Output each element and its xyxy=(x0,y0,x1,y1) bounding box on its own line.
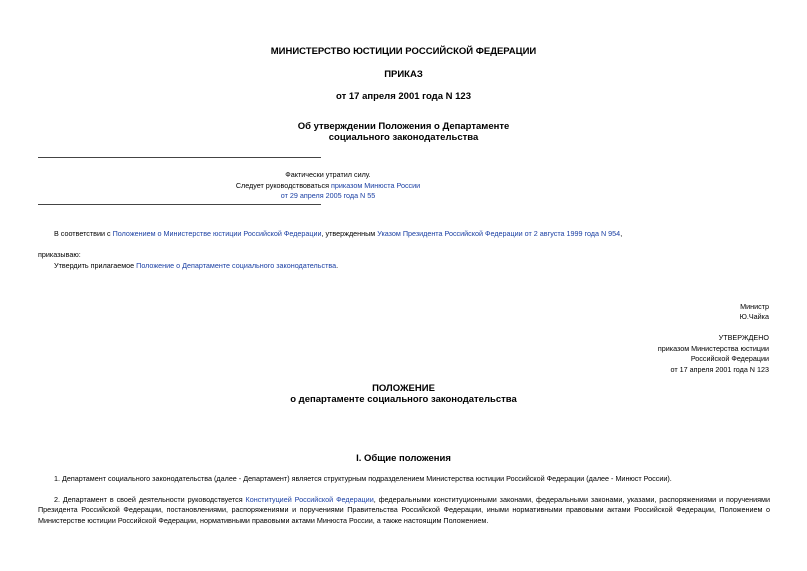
status-note-line1: Фактически утратил силу. xyxy=(285,170,371,179)
approved-by-country: Российской Федерации xyxy=(690,354,769,363)
paragraph-2-prefix: 2. Департамент в своей деятельности руководствуется xyxy=(54,495,246,504)
signature-name: Ю.Чайка xyxy=(739,312,769,321)
section-paragraph-1: 1. Департамент социального законодательства (далее - Департамент) является структурным подразделением Министерства юстиции Российской Федерации (далее - Минюст России). xyxy=(54,474,672,483)
regulation-subtitle: о департаменте социального законодательства xyxy=(290,394,517,405)
approve-line xyxy=(54,261,338,270)
approved-label: УТВЕРЖДЕНО xyxy=(718,333,769,342)
preamble-part2: , утвержденным xyxy=(321,229,378,238)
document-title-line2: социального законодательства xyxy=(328,132,479,143)
section-heading: I. Общие положения xyxy=(356,453,451,464)
ministry-regulation-link[interactable]: Положением о Министерстве юстиции Российской Федерации xyxy=(112,229,322,238)
constitution-link[interactable]: Конституцией Российской Федерации xyxy=(245,495,374,504)
department-regulation-link[interactable]: Положение о Департаменте социального законодательства xyxy=(136,261,337,270)
minjust-order-date-link[interactable]: от 29 апреля 2005 года N 55 xyxy=(280,191,376,200)
document-title-line1: Об утверждении Положения о Департаменте xyxy=(297,121,510,132)
approve-prefix: Утвердить прилагаемое xyxy=(54,261,137,270)
divider-top xyxy=(38,157,321,158)
preamble-part1: В соответствии с xyxy=(54,229,113,238)
signature-position: Министр xyxy=(740,302,769,311)
ministry-heading: МИНИСТЕРСТВО ЮСТИЦИИ РОССИЙСКОЙ ФЕДЕРАЦИИ xyxy=(270,46,537,57)
approved-date: от 17 апреля 2001 года N 123 xyxy=(670,365,769,374)
approved-by-order: приказом Министерства юстиции xyxy=(657,344,769,353)
section-paragraph-2 xyxy=(38,495,770,526)
document-type: ПРИКАЗ xyxy=(384,69,423,80)
preamble xyxy=(54,229,622,238)
status-note-line3 xyxy=(38,191,618,200)
regulation-title: ПОЛОЖЕНИЕ xyxy=(372,383,435,394)
minjust-order-link[interactable]: приказом Минюста России xyxy=(331,181,421,190)
divider-bottom xyxy=(38,204,321,205)
preamble-part3: , xyxy=(620,229,623,238)
paragraph-2-rest: , федеральными конституционными законами, федеральными законами, указами, распоряжениями и поручениями Президента Российской Федерации, постановлениями, распоряжениями и поручениями Правительства Российской Федерации, иными нормативными правовыми актами Российской Федерации, Положением о Министерстве юстиции Российской Федерации, нормативными правовыми актами Минюста России, а также настоящим Положением. xyxy=(38,495,771,525)
approve-suffix: . xyxy=(336,261,339,270)
presidential-decree-link[interactable]: Указом Президента Российской Федерации от 2 августа 1999 года N 954 xyxy=(377,229,621,238)
order-word: приказываю: xyxy=(38,250,81,259)
status-note-line2 xyxy=(38,181,618,190)
status-note-prefix: Следует руководствоваться xyxy=(235,181,332,190)
document-date: от 17 апреля 2001 года N 123 xyxy=(336,91,471,102)
